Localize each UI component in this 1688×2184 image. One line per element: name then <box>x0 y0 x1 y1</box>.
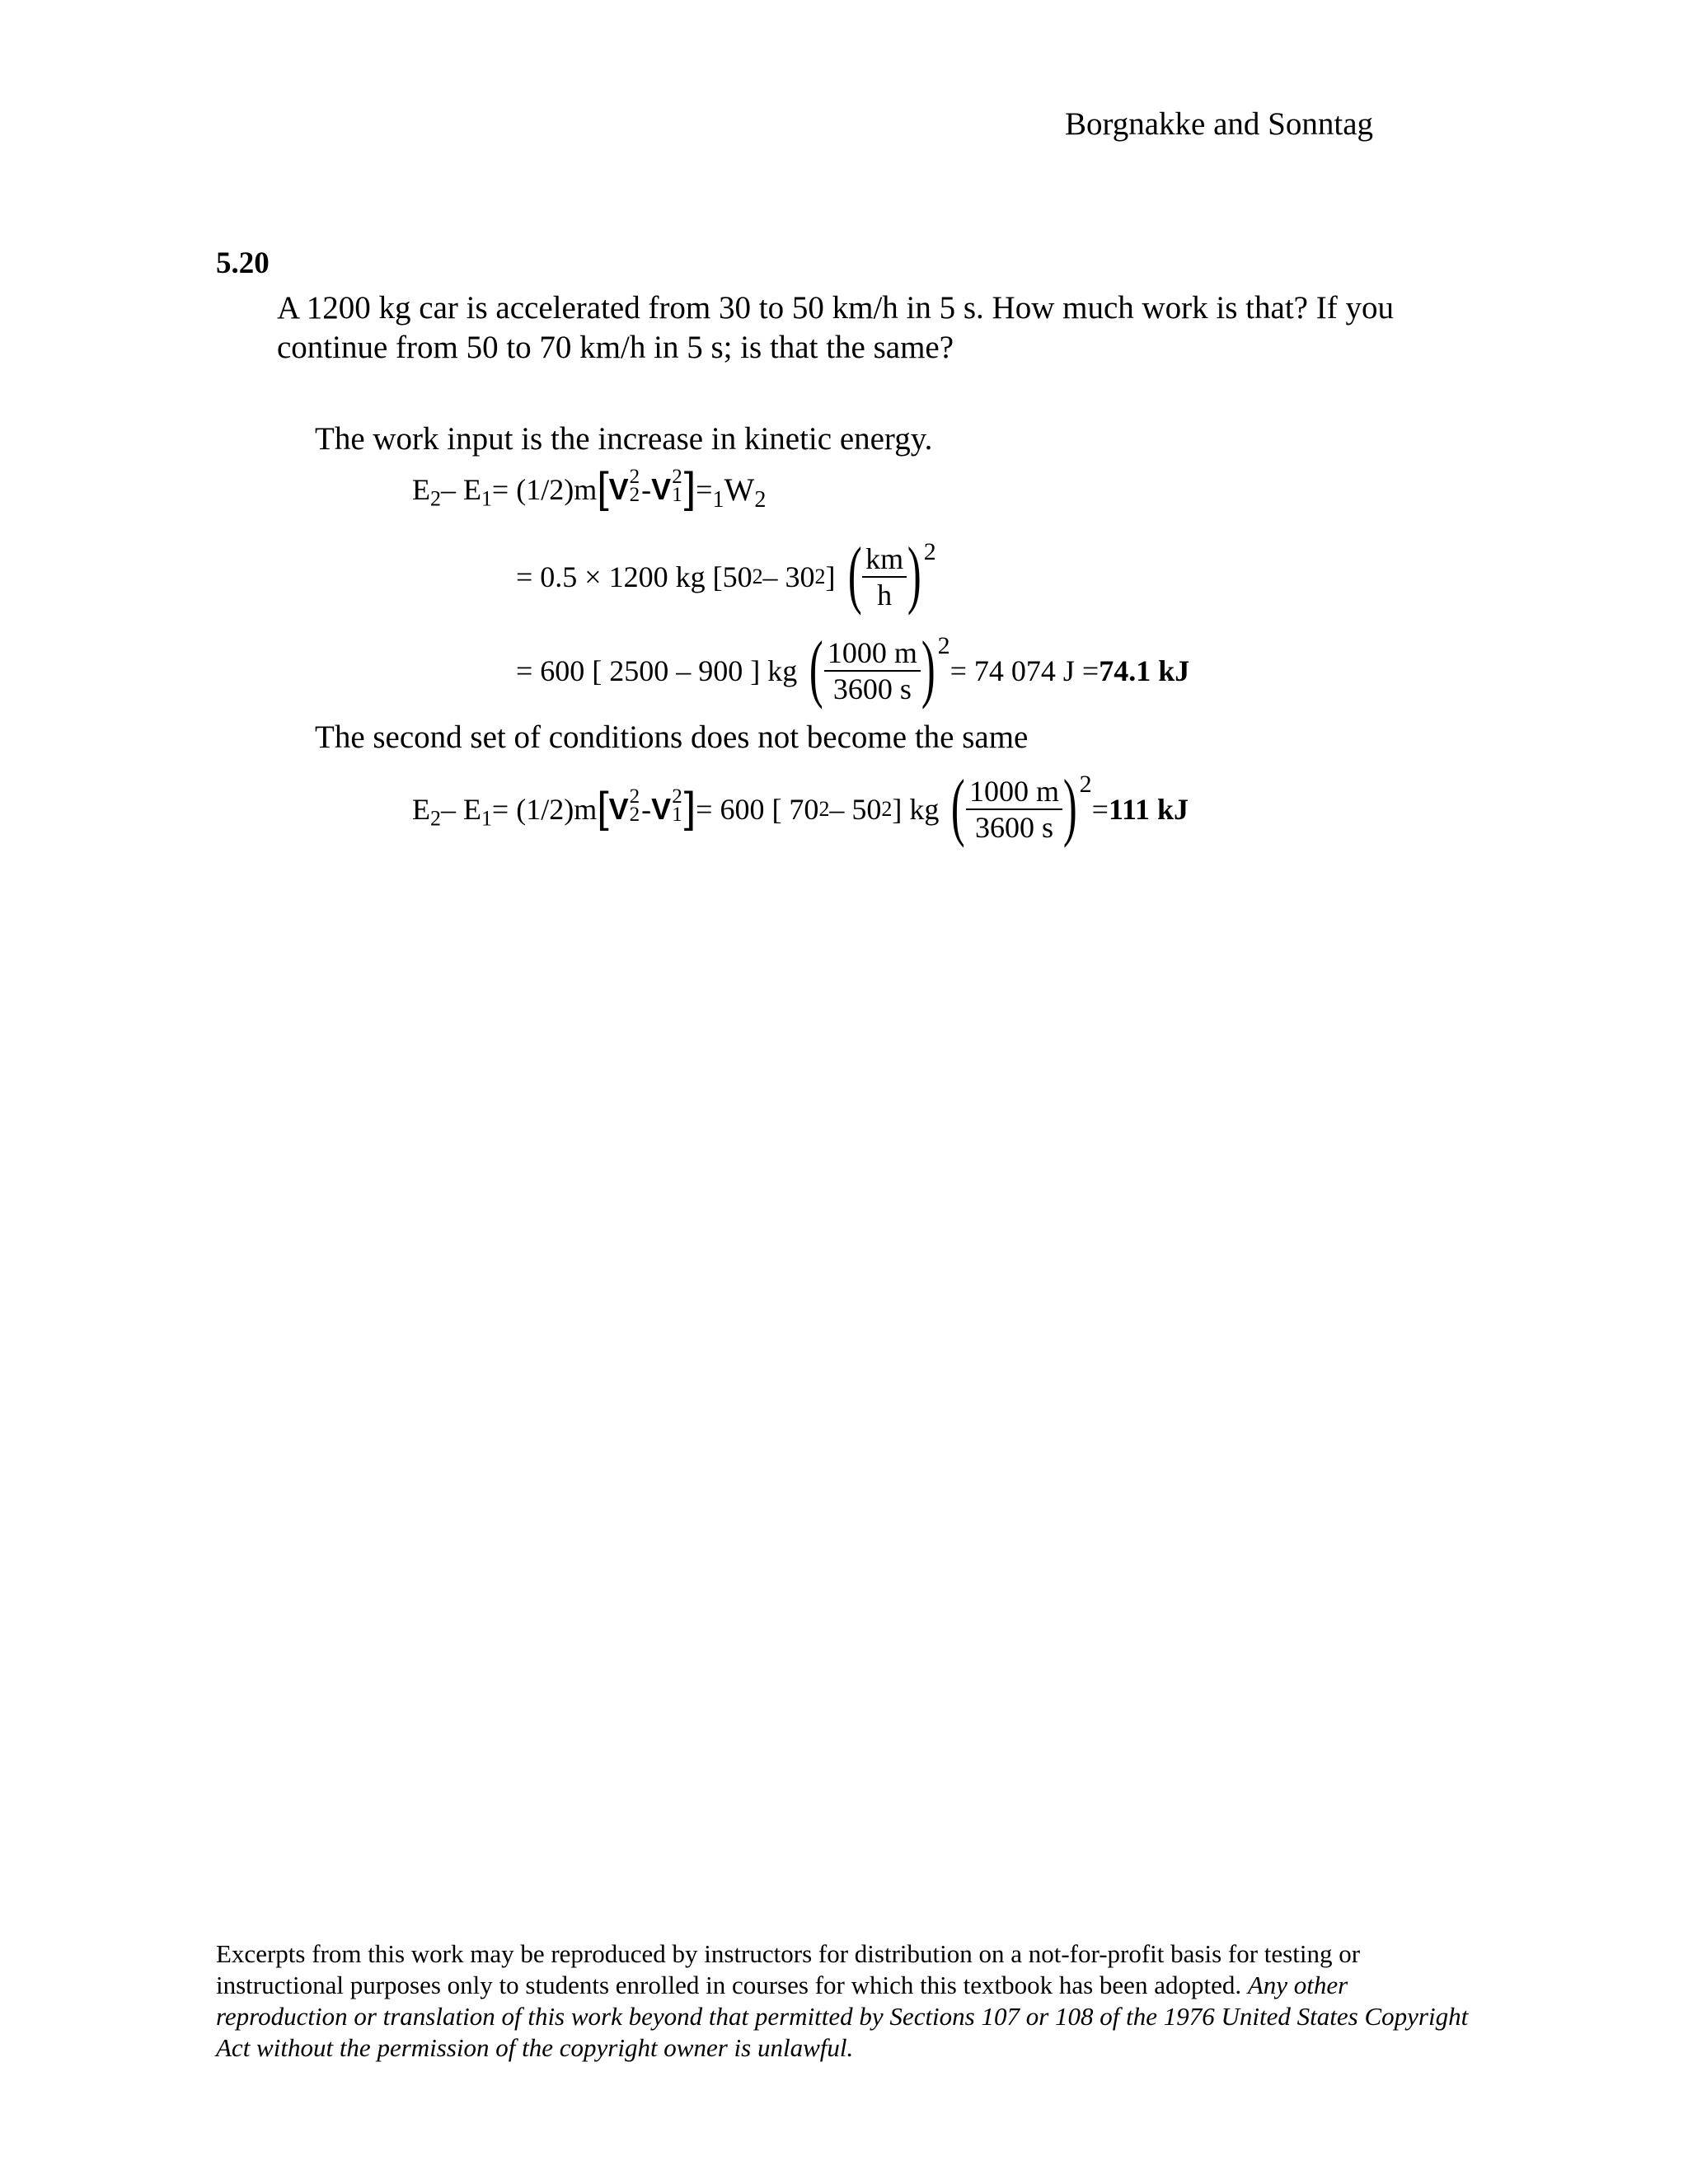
close-bracket: ] <box>683 464 696 512</box>
problem-number: 5.20 <box>216 246 270 280</box>
eq2-mid: – 30 <box>762 560 815 593</box>
eq2-frac-denominator: h <box>877 579 893 612</box>
equation-energy-work <box>412 464 767 513</box>
eq4-close: ] kg <box>892 793 940 826</box>
eq2-close: ] <box>825 560 836 593</box>
footer-italic-text: Any other reproduction or translation of this work beyond that permitted by Sections 107 or 108 of the 1976 United States Copyright Act without the permission of the copyright owner is unlawful. <box>216 1971 1469 2062</box>
eq3-frac-denominator: 3600 s <box>832 673 912 705</box>
eq2-unit-fraction: ( $\frac{km}{h}$ ) 2 <box>847 532 936 616</box>
eq1-minus: - <box>641 473 652 506</box>
eq4-e1: – $E_1$ <box>440 793 492 831</box>
open-bracket: [ <box>597 464 609 512</box>
eq4-e2: $E_2$ <box>412 793 441 831</box>
eq1-equals: = <box>696 473 713 506</box>
eq4-velocity-v2: V <box>608 792 629 826</box>
eq4-frac-numerator: 1000 m <box>966 775 1062 810</box>
page-header-authors: Borgnakke and Sonntag <box>1064 106 1373 142</box>
eq4-open-bracket: [ <box>597 784 609 832</box>
eq2-prefix: = 0.5 × 1200 kg [50 <box>516 560 753 593</box>
eq2-frac-exponent: 2 <box>923 538 936 565</box>
eq2-frac-numerator: km <box>862 542 907 578</box>
copyright-footer <box>216 1938 1485 2064</box>
velocity-v2: V <box>608 472 629 506</box>
eq3-prefix: = 600 [ 2500 – 900 ] kg <box>516 654 798 687</box>
second-conditions-text: The second set of conditions does not become the same <box>315 719 1029 755</box>
footer-text: Excerpts from this work may be reproduced by instructors for distribution on a not-for-profit basis for testing or instructional purposes only to students enrolled in courses for which this textbook has been adopted. <box>216 1939 1361 1999</box>
eq4-velocity-v1: V <box>651 792 672 826</box>
eq4-frac-denominator: 3600 s <box>974 811 1053 844</box>
eq4-close-bracket: ] <box>683 784 696 832</box>
equation-result-1 <box>516 626 1190 710</box>
velocity-v1: V <box>651 472 672 506</box>
eq3-frac-numerator: 1000 m <box>824 636 921 672</box>
eq1-half-m: = (1/2)m <box>491 473 598 506</box>
eq3-result-bold: 74.1 kJ <box>1099 654 1190 687</box>
eq1-e2: $E_2$ <box>412 473 441 511</box>
eq4-frac-exponent: 2 <box>1079 771 1092 798</box>
solution-intro: The work input is the increase in kinetic energy. <box>315 421 933 457</box>
eq4-minus: - <box>641 793 652 826</box>
eq4-v2-exponent: 2 2 <box>629 785 640 826</box>
eq4-mid2: – 50 <box>829 793 882 826</box>
eq4-unit-fraction: ( $\frac{1000 m}{3600 s}$ ) 2 <box>951 764 1092 848</box>
eq4-result-bold: 111 kJ <box>1108 793 1189 826</box>
eq1-work: $_1W_2$ <box>712 471 767 513</box>
eq4-v1-exponent: 2 1 <box>672 785 682 826</box>
equation-substitution: = 0.5 × 1200 kg [50 2 – 30 2 ] ( $\frac{km}{h}$ ) 2 <box>516 532 936 616</box>
v1-exponent: 2 1 <box>672 466 682 506</box>
problem-statement: A 1200 kg car is accelerated from 30 to 50 km/h in 5 s. How much work is that? If you continue from 50 to 70 km/h in 5 s; is that the same? <box>277 290 1394 365</box>
eq3-unit-fraction: ( $\frac{1000 m}{3600 s}$ ) 2 <box>809 626 950 710</box>
equation-result-2: $E_2$ – $E_1$ = (1/2)m [ V 2 2 - V 2 1 ] = 600 [ 70 2 – 50 2 ] kg ( $\frac{1000 m}{3600 s}$ ) 2 = 111 kJ <box>412 764 1189 848</box>
eq4-half-m: = (1/2)m <box>491 793 598 826</box>
eq4-result: = <box>1091 793 1109 826</box>
eq3-result: = 74 074 J = <box>950 654 1100 687</box>
eq1-e1: – $E_1$ <box>440 473 492 511</box>
eq3-frac-exponent: 2 <box>937 632 950 659</box>
eq4-mid: = 600 [ 70 <box>696 793 819 826</box>
v2-exponent: 2 2 <box>629 466 640 506</box>
